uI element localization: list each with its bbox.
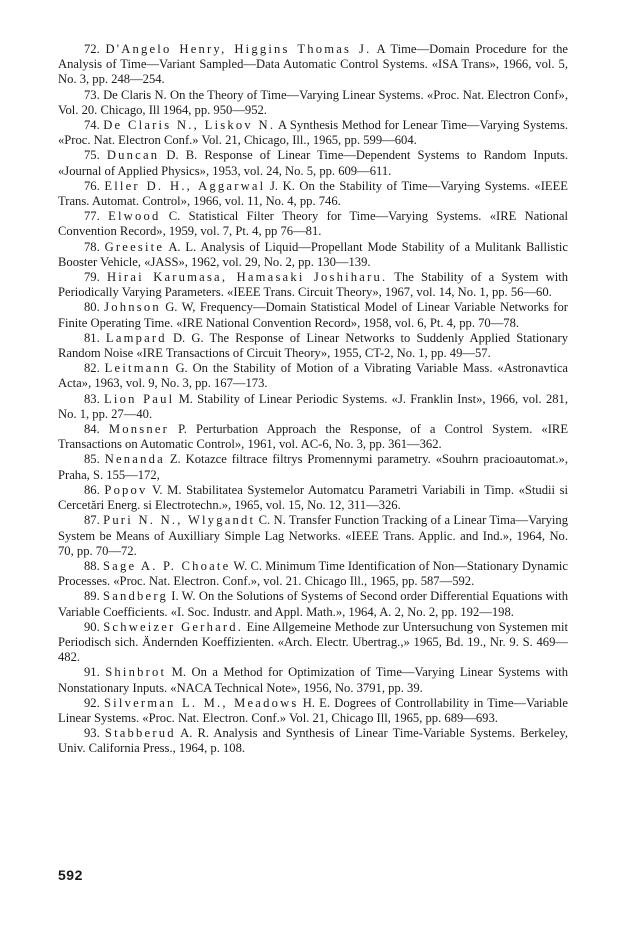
reference-entry (58, 179, 568, 209)
reference-author: Schweizer Gerhard. (103, 619, 244, 634)
reference-text: D. B. Response of Linear Time—Dependent Systems to Random Inputs. «Journal of Applied Physics», 1953, vol. 24, No. 5, pp. 609—611. (58, 148, 568, 178)
reference-number: 80. (84, 300, 100, 315)
reference-text: A Synthesis Method for Lenear Time—Varying Systems. «Proc. Nat. Electron Conf.» Vol. 21, Chicago, Ill., 1965, pp. 599—604. (58, 118, 568, 148)
reference-text: G. W, Frequency—Domain Statistical Model of Linear Variable Networks for Finite Operating Time. «IRE National Convention Record», 1958, vol. 6, Pt. 4, pp. 70—78. (58, 300, 568, 330)
reference-text: J. K. On the Stability of Time—Varying Systems. «IEEE Trans. Automat. Control», 1966, vol. 11, No. 4, pp. 746. (58, 178, 568, 209)
reference-number: 73. (84, 87, 100, 102)
reference-author: Duncan (106, 148, 160, 163)
reference-text: H. E. Dogrees of Controllability in Time—Variable Linear Systems. «Proc. Nat. Electron. Conf.» Vol. 21, Chicago Ill, 1965, pp. 689—693. (58, 695, 568, 725)
reference-text: Z. Kotazce filtrace filtrys Promennymi parametry. «Souhrn pracioautomat.», Praha, S. 155—172, (58, 452, 568, 482)
reference-entry (58, 513, 568, 559)
reference-author: Stabberud (104, 726, 176, 741)
reference-number: 72. (84, 42, 100, 56)
reference-text: I. W. On the Solutions of Systems of Second order Differential Equations with Variable Coefficients. «I. Soc. Industr. and Appl. Math.», 1964, A. 2, No. 2, pp. 192—198. (58, 589, 568, 619)
reference-text: A. L. Analysis of Liquid—Propellant Mode Stability of a Mulitank Ballistic Booster Vehicle, «JASS», 1962, vol. 29, No. 2, pp. 130—139. (58, 239, 568, 269)
reference-text: A. R. Analysis and Synthesis of Linear Time-Variable Systems. Berkeley, Univ. California Press., 1964, p. 108. (58, 726, 568, 756)
reference-text: P. Perturbation Approach the Response, of a Control System. «IRE Transactions on Automatic Control», 1961, vol. AC-6, No. 3, pp. 361—362. (58, 422, 569, 452)
reference-number: 88. (84, 558, 100, 573)
reference-author: Silverman L. M., Meadows (103, 695, 299, 710)
reference-text: C. N. Transfer Function Tracking of a Linear Tima—Varying System be Means of Auxilliary Simple Lag Networks. «IEEE Trans. Applic. and Ind.», 1964, No. 70, pp. 70—72. (58, 513, 569, 558)
reference-entry (58, 331, 568, 361)
reference-author: Lion Paul (104, 391, 175, 406)
reference-author: Greesite (104, 239, 165, 254)
reference-text: W. C. Minimum Time Identification of Non—Stationary Dynamic Processes. «Proc. Nat. Electron. Conf.», vol. 21. Chicago Ill., 1965, pp. 587—592. (58, 558, 568, 589)
reference-entry (58, 300, 568, 330)
reference-author: Monsner (108, 422, 170, 437)
reference-author: De Claris N., Liskov N. (103, 118, 276, 133)
reference-text: Eine Allgemeine Methode zur Untersuchung von Systemen mit Periodisch sich. Ändernden Koeffizienten. «Arch. Electr. Ubertrag.,» 1965, Bd. 19., Nr. 9. S. 469—482. (58, 619, 568, 665)
reference-author: Hirai Karumasa, Hamasaki Joshiharu. (106, 270, 388, 285)
reference-entry (58, 270, 568, 300)
reference-number: 76. (84, 178, 100, 193)
reference-text: V. M. Stabilitatea Systemelor Automatcu Parametri Variabili in Timp. «Studii si Cercetări Energ. si Electrotechn.», 1965, vol. 15, No. 12, 311—326. (58, 482, 568, 513)
reference-author: Johnson (104, 300, 161, 315)
reference-entry (58, 696, 568, 726)
reference-number: 83. (84, 391, 100, 406)
reference-number: 91. (84, 665, 100, 680)
reference-author: Lampard (105, 330, 167, 345)
reference-number: 93. (84, 726, 100, 741)
reference-entry (58, 240, 568, 270)
reference-author: Shinbrot (105, 665, 167, 680)
reference-entry (58, 483, 568, 513)
reference-list (58, 42, 568, 757)
reference-entry (58, 620, 568, 666)
reference-author: Sandberg (103, 589, 168, 604)
reference-author: Eller D. H., Aggarwal (104, 178, 266, 193)
reference-text: G. On the Stability of Motion of a Vibrating Variable Mass. «Astronavtica Acta», 1963, vol. 9, No. 3, pp. 167—173. (58, 361, 569, 391)
reference-entry (58, 118, 568, 148)
reference-entry (58, 452, 568, 482)
reference-number: 79. (84, 270, 100, 285)
reference-text: D. G. The Response of Linear Networks to Suddenly Applied Stationary Random Noise «IRE Transactions of Circuit Theory», 1955, CT-2, No. 1, pp. 49—57. (58, 330, 568, 361)
reference-number: 87. (84, 513, 100, 528)
reference-entry (58, 589, 568, 619)
reference-author: Elwood (108, 209, 161, 224)
reference-entry (58, 559, 568, 589)
reference-number: 82. (84, 361, 100, 376)
reference-number: 90. (84, 619, 100, 634)
reference-text: C. Statistical Filter Theory for Time—Varying Systems. «IRE National Convention Record», 1959, vol. 7, Pt. 4, pp 76—81. (58, 209, 568, 239)
reference-number: 75. (84, 148, 100, 163)
reference-text: De Claris N. On the Theory of Time—Varying Linear Systems. «Proc. Nat. Electron Conf», Vol. 20. Chicago, Ill 1964, pp. 950—952. (58, 87, 568, 117)
reference-text: M. Stability of Linear Periodic Systems. «J. Franklin Inst», 1966, vol. 281, No. 1, pp. 27—40. (58, 391, 569, 421)
reference-author: Nenanda (104, 452, 165, 467)
page-number: 592 (58, 867, 83, 883)
reference-text: A Time—Domain Procedure for the Analysis of Time—Variant Sampled—Data Automatic Control Systems. «ISA Trans», 1966, vol. 5, No. 3, pp. 248—254. (58, 42, 568, 87)
reference-number: 89. (84, 589, 100, 604)
reference-author: D'Angelo Henry, Higgins Thomas J. (105, 42, 372, 56)
reference-entry (58, 726, 568, 756)
reference-text: M. On a Method for Optimization of Time—Varying Linear Systems with Nonstationary Inputs. «NACA Technical Note», 1956, No. 3791, pp. 39. (58, 665, 569, 695)
reference-number: 74. (84, 118, 100, 133)
reference-entry (58, 88, 568, 118)
reference-author: Popov (104, 482, 148, 497)
reference-author: Sage A. P. Choate (102, 558, 231, 573)
reference-number: 85. (84, 452, 100, 467)
reference-number: 84. (84, 422, 100, 437)
reference-number: 92. (84, 695, 100, 710)
reference-number: 81. (84, 330, 100, 345)
reference-entry (58, 665, 568, 695)
reference-number: 86. (84, 482, 100, 497)
reference-author: Puri N. N., Wlygandt (103, 513, 256, 528)
reference-entry (58, 42, 568, 88)
reference-entry (58, 361, 568, 391)
reference-number: 78. (84, 239, 100, 254)
reference-number: 77. (84, 209, 100, 224)
reference-entry (58, 422, 568, 452)
reference-entry (58, 148, 568, 178)
reference-author: Leitmann (104, 361, 171, 376)
reference-entry (58, 392, 568, 422)
reference-entry (58, 209, 568, 239)
reference-text: The Stability of a System with Periodically Varying Parameters. «IEEE Trans. Circuit Theory», 1967, vol. 14, No. 1, pp. 56—60. (58, 270, 568, 300)
